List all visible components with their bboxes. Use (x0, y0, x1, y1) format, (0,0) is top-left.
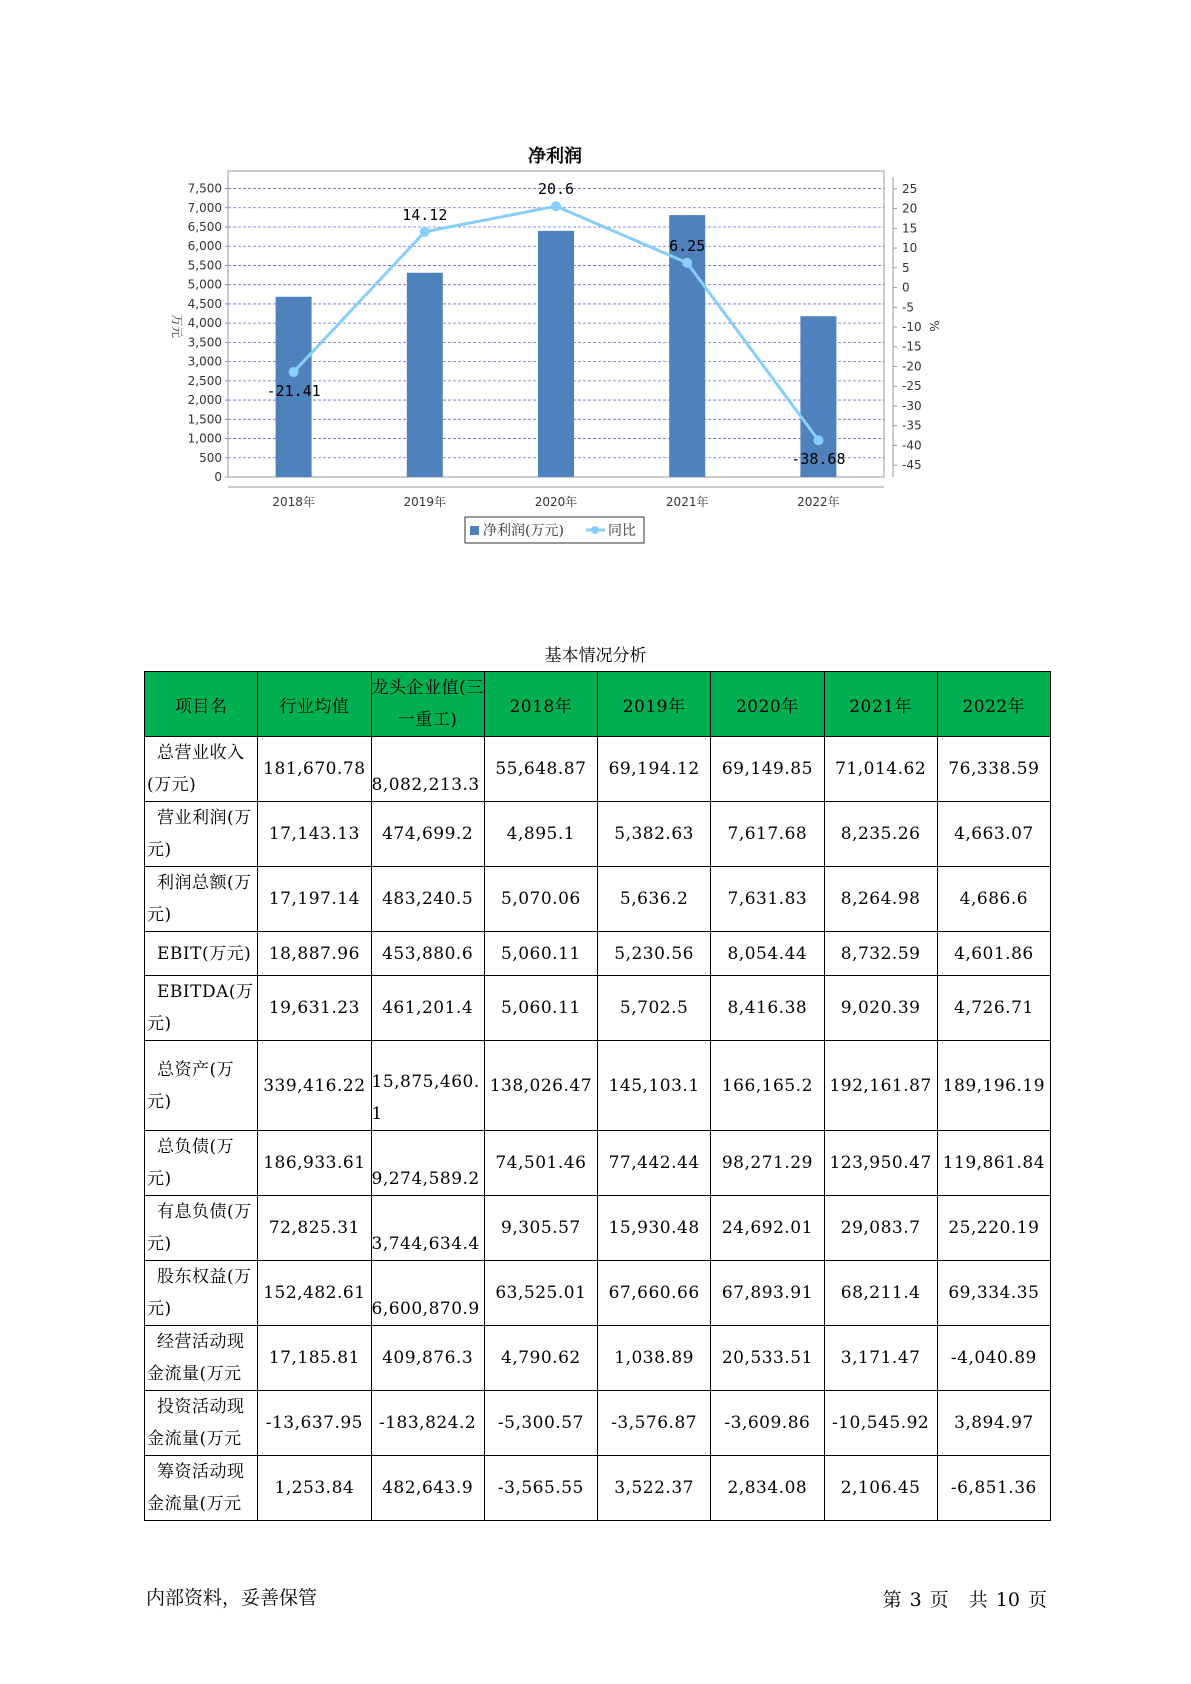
row-item-name-text: 有息负债(万元) (147, 1202, 252, 1254)
header-2018: 2018年 (484, 672, 597, 737)
left-tick-label: 2,000 (187, 393, 222, 408)
cell-leader-value: -183,824.2 (371, 1391, 484, 1456)
cell-2019: 1,038.89 (598, 1326, 711, 1391)
cell-industry-avg: 339,416.22 (258, 1041, 371, 1131)
cell-2019: 5,636.2 (598, 867, 711, 932)
right-tick-label: 20 (902, 201, 918, 216)
cell-2020: -3,609.86 (711, 1391, 824, 1456)
cell-2021: 8,732.59 (824, 932, 937, 976)
header-2021: 2021年 (824, 672, 937, 737)
right-tick-label: -15 (902, 339, 922, 354)
cell-industry-avg: 17,197.14 (258, 867, 371, 932)
table-row (145, 867, 1051, 932)
table-caption: 基本情况分析 (544, 646, 647, 666)
row-item-name (145, 1131, 258, 1196)
cell-2022: 3,894.97 (937, 1391, 1050, 1456)
cell-2019: 15,930.48 (598, 1196, 711, 1261)
cell-leader-value: 3,744,634.4 (371, 1196, 484, 1261)
x-tick-label: 2019年 (403, 495, 447, 509)
left-tick-label: 1,000 (187, 431, 222, 446)
cell-industry-avg: 1,253.84 (258, 1456, 371, 1521)
cell-2020: 2,834.08 (711, 1456, 824, 1521)
right-tick-label: -45 (902, 458, 922, 473)
table-row (145, 976, 1051, 1041)
cell-2020: 8,054.44 (711, 932, 824, 976)
table-header-row (145, 672, 1051, 737)
yoy-point (813, 435, 823, 445)
cell-2020: 98,271.29 (711, 1131, 824, 1196)
row-item-name-text: 筹资活动现金流量(万元 (147, 1462, 245, 1514)
row-item-name-text: 总负债(万元) (147, 1137, 235, 1189)
cell-industry-avg: 181,670.78 (258, 737, 371, 802)
cell-industry-avg: 152,482.61 (258, 1261, 371, 1326)
cell-2020: 7,631.83 (711, 867, 824, 932)
left-tick-label: 3,500 (187, 335, 222, 350)
legend-line-label: 同比 (608, 523, 636, 539)
cell-industry-avg: 17,185.81 (258, 1326, 371, 1391)
cell-2019: -3,576.87 (598, 1391, 711, 1456)
cell-2021: 123,950.47 (824, 1131, 937, 1196)
cell-2020: 7,617.68 (711, 802, 824, 867)
right-tick-label: -10 (902, 320, 922, 334)
cell-2018: 55,648.87 (484, 737, 597, 802)
right-tick-label: 10 (902, 241, 918, 256)
left-tick-label: 3,000 (187, 354, 222, 369)
yoy-data-label: 20.6 (537, 180, 575, 199)
row-item-name-text: 总营业收入(万元) (147, 743, 245, 795)
cell-2022: 4,686.6 (937, 867, 1050, 932)
row-item-name (145, 1041, 258, 1131)
cell-2020: 24,692.01 (711, 1196, 824, 1261)
cell-2018: 5,060.11 (484, 976, 597, 1041)
yoy-data-label: -38.68 (791, 450, 846, 469)
row-item-name (145, 976, 258, 1041)
legend-bar-swatch (470, 526, 479, 535)
header-2022: 2022年 (937, 672, 1050, 737)
table-row (145, 1261, 1051, 1326)
chart-title: 净利润 (528, 145, 582, 167)
row-item-name-text: 总资产(万元) (147, 1059, 235, 1112)
cell-2022: 119,861.84 (937, 1131, 1050, 1196)
cell-2018: 4,895.1 (484, 802, 597, 867)
row-item-name-text: 经营活动现金流量(万元 (147, 1332, 245, 1384)
profit-bar (407, 273, 443, 477)
left-tick-label: 0 (214, 470, 222, 484)
right-tick-label: -20 (902, 359, 922, 374)
row-item-name (145, 1456, 258, 1521)
x-tick-label: 2022年 (797, 495, 840, 509)
cell-industry-avg: 186,933.61 (258, 1131, 371, 1196)
right-tick-label: -25 (902, 379, 922, 394)
right-tick-label: 25 (902, 181, 918, 196)
left-axis-ticks (188, 182, 228, 484)
header-industry-avg: 行业均值 (258, 672, 371, 737)
page-unit: 页 (929, 1589, 949, 1611)
cell-2020: 69,149.85 (711, 737, 824, 802)
right-tick-label: 15 (902, 221, 918, 236)
cell-2021: 29,083.7 (824, 1196, 937, 1261)
cell-2019: 5,702.5 (598, 976, 711, 1041)
total-unit: 页 (1027, 1589, 1047, 1611)
page-total: 10 (995, 1589, 1020, 1611)
cell-2021: 71,014.62 (824, 737, 937, 802)
cell-2019: 5,230.56 (598, 932, 711, 976)
cell-leader-value: 9,274,589.2 (371, 1131, 484, 1196)
yoy-data-label: 14.12 (402, 205, 448, 224)
table-row (145, 1391, 1051, 1456)
table-row (145, 1326, 1051, 1391)
cell-2022: 4,726.71 (937, 976, 1050, 1041)
table-row (145, 1196, 1051, 1261)
row-item-name-text: 营业利润(万元) (147, 808, 252, 860)
cell-leader-value: 15,875,460.1 (371, 1041, 484, 1131)
cell-industry-avg: -13,637.95 (258, 1391, 371, 1456)
legend-bar-label: 净利润(万元) (483, 523, 564, 539)
left-tick-label: 6,000 (187, 239, 222, 254)
cell-2022: -4,040.89 (937, 1326, 1050, 1391)
row-item-name-text: 投资活动现金流量(万元 (147, 1397, 245, 1449)
row-item-name (145, 932, 258, 976)
page-current: 3 (909, 1589, 922, 1611)
yoy-point (420, 227, 430, 237)
row-item-name (145, 1391, 258, 1456)
row-item-name-text: EBIT(万元) (157, 943, 252, 964)
yoy-data-label: -21.41 (266, 382, 321, 401)
cell-2018: 138,026.47 (484, 1041, 597, 1131)
cell-2018: 4,790.62 (484, 1326, 597, 1391)
right-tick-label: 5 (902, 260, 910, 275)
cell-2022: 4,601.86 (937, 932, 1050, 976)
x-tick-label: 2021年 (665, 495, 709, 509)
header-leader-value: 龙头企业值(三一重工) (371, 672, 484, 737)
right-tick-label: -40 (902, 438, 922, 453)
legend-line-marker (591, 526, 599, 534)
basic-analysis-table (144, 671, 1051, 1521)
profit-bar (538, 231, 574, 477)
cell-2019: 5,382.63 (598, 802, 711, 867)
cell-industry-avg: 17,143.13 (258, 802, 371, 867)
cell-2022: -6,851.36 (937, 1456, 1050, 1521)
yoy-point (682, 258, 692, 268)
cell-2022: 76,338.59 (937, 737, 1050, 802)
cell-industry-avg: 19,631.23 (258, 976, 371, 1041)
row-item-name-text: EBITDA(万元) (147, 982, 254, 1034)
x-axis-ticks (272, 494, 839, 509)
cell-2021: 2,106.45 (824, 1456, 937, 1521)
cell-2022: 25,220.19 (937, 1196, 1050, 1261)
cell-2019: 67,660.66 (598, 1261, 711, 1326)
table-row (145, 737, 1051, 802)
row-item-name (145, 1261, 258, 1326)
cell-2020: 8,416.38 (711, 976, 824, 1041)
yoy-point (289, 367, 299, 377)
cell-2021: -10,545.92 (824, 1391, 937, 1456)
row-item-name (145, 802, 258, 867)
cell-2022: 69,334.35 (937, 1261, 1050, 1326)
cell-2021: 3,171.47 (824, 1326, 937, 1391)
left-tick-label: 5,500 (187, 258, 222, 273)
left-tick-label: 500 (199, 450, 222, 465)
right-tick-label: -30 (902, 398, 922, 413)
yoy-data-label: 6.25 (669, 236, 706, 255)
left-tick-label: 7,500 (187, 181, 222, 196)
right-axis-ticks (893, 182, 922, 472)
cell-leader-value: 453,880.6 (371, 932, 484, 976)
right-tick-label: 0 (902, 280, 910, 295)
right-tick-label: -35 (902, 418, 922, 433)
table-row (145, 1131, 1051, 1196)
yoy-point (551, 201, 561, 211)
header-2019: 2019年 (598, 672, 711, 737)
table-row (145, 932, 1051, 976)
left-tick-label: 7,000 (187, 200, 222, 215)
table-row (145, 1041, 1051, 1131)
row-item-name (145, 737, 258, 802)
left-tick-label: 4,000 (187, 316, 222, 331)
cell-2021: 8,264.98 (824, 867, 937, 932)
total-prefix: 共 (968, 1589, 988, 1611)
cell-2021: 9,020.39 (824, 976, 937, 1041)
row-item-name (145, 867, 258, 932)
cell-leader-value: 474,699.2 (371, 802, 484, 867)
cell-2018: 9,305.57 (484, 1196, 597, 1261)
cell-2019: 69,194.12 (598, 737, 711, 802)
footer-confidential-note: 内部资料，妥善保管 (146, 1587, 318, 1609)
table-row (145, 1456, 1051, 1521)
left-tick-label: 1,500 (187, 412, 222, 427)
cell-2018: 5,070.06 (484, 867, 597, 932)
footer-page-number (879, 1585, 1051, 1612)
cell-2018: -3,565.55 (484, 1456, 597, 1521)
cell-2019: 3,522.37 (598, 1456, 711, 1521)
cell-2020: 20,533.51 (711, 1326, 824, 1391)
left-tick-label: 5,000 (187, 277, 222, 292)
left-axis-label: 万元 (170, 313, 184, 339)
legend (465, 517, 644, 543)
row-item-name (145, 1326, 258, 1391)
cell-2018: 5,060.11 (484, 932, 597, 976)
net-profit-chart (170, 140, 965, 600)
cell-2018: 74,501.46 (484, 1131, 597, 1196)
left-tick-label: 6,500 (187, 220, 222, 234)
right-tick-label: -5 (902, 300, 914, 315)
cell-2019: 77,442.44 (598, 1131, 711, 1196)
cell-industry-avg: 72,825.31 (258, 1196, 371, 1261)
cell-2021: 68,211.4 (824, 1261, 937, 1326)
cell-2022: 4,663.07 (937, 802, 1050, 867)
cell-leader-value: 483,240.5 (371, 867, 484, 932)
row-item-name-text: 股东权益(万元) (147, 1267, 252, 1319)
chart-svg (170, 140, 965, 600)
right-axis-label: % (927, 320, 941, 332)
cell-industry-avg: 18,887.96 (258, 932, 371, 976)
cell-leader-value: 8,082,213.3 (371, 737, 484, 802)
cell-2018: 63,525.01 (484, 1261, 597, 1326)
header-item-name: 项目名 (145, 672, 258, 737)
cell-2021: 8,235.26 (824, 802, 937, 867)
cell-2020: 67,893.91 (711, 1261, 824, 1326)
page-prefix: 第 (882, 1589, 902, 1611)
cell-2021: 192,161.87 (824, 1041, 937, 1131)
row-item-name-text: 利润总额(万元) (147, 873, 252, 925)
cell-leader-value: 409,876.3 (371, 1326, 484, 1391)
cell-2020: 166,165.2 (711, 1041, 824, 1131)
header-2020: 2020年 (711, 672, 824, 737)
row-item-name (145, 1196, 258, 1261)
table-row (145, 802, 1051, 867)
left-tick-label: 2,500 (187, 373, 222, 388)
x-tick-label: 2018年 (272, 495, 315, 509)
cell-2022: 189,196.19 (937, 1041, 1050, 1131)
cell-2018: -5,300.57 (484, 1391, 597, 1456)
cell-leader-value: 482,643.9 (371, 1456, 484, 1521)
cell-leader-value: 461,201.4 (371, 976, 484, 1041)
cell-leader-value: 6,600,870.9 (371, 1261, 484, 1326)
x-tick-label: 2020年 (534, 495, 578, 509)
left-tick-label: 4,500 (187, 296, 222, 311)
cell-2019: 145,103.1 (598, 1041, 711, 1131)
